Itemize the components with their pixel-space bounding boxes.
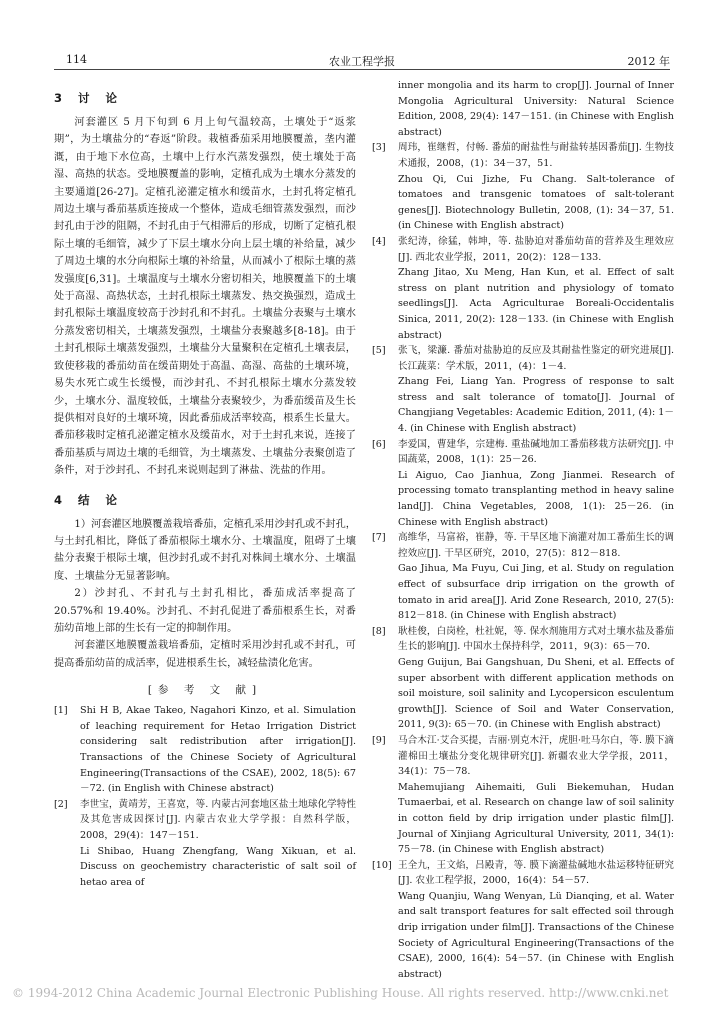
reference-item	[372, 140, 674, 234]
publication-year: 2012 年	[627, 55, 670, 68]
reference-english: Shi H B, Akae Takeo, Nagahori Kinzo, et al. Simulation of leaching requirement for Hetao Irrigation District considering salt redistribution after irrigation[J]. Transactions of the Chinese Society of Agricultural Engineering(Transactions of the CSAE), 2002, 18(5): 67－72. (in English with Chinese abstract)	[80, 705, 356, 795]
reference-chinese: 李世宝，黄靖芳，王喜宽，等. 内蒙古河套地区盐土地球化学特性及其危害成因探讨[J]. 内蒙古农业大学学报：自然科学版，2008，29(4)：147－151.	[80, 798, 356, 841]
reference-number: [8]	[372, 625, 386, 637]
reference-number: [4]	[372, 235, 386, 247]
reference-number: [7]	[372, 532, 386, 544]
reference-number: [10]	[372, 859, 392, 871]
reference-item	[372, 624, 674, 733]
reference-english: Zhou Qi, Cui Jizhe, Fu Chang. Salt-tolerance of tomatoes and transgenic tomatoes of salt-tolerant genes[J]. Biotechnology Bulletin, 2008, (1): 34－37, 51. (in Chinese with English abstract)	[398, 173, 674, 232]
right-column	[372, 78, 674, 982]
reference-number: [6]	[372, 438, 386, 450]
reference-item	[372, 343, 674, 437]
reference-item	[54, 703, 356, 797]
reference-number: [1]	[54, 705, 68, 717]
reference-number: [9]	[372, 734, 386, 746]
header-rule	[54, 69, 670, 70]
reference-number: [5]	[372, 345, 386, 357]
reference-item	[372, 530, 674, 624]
reference-chinese: 高维华，马富裕，崔静，等. 干旱区地下滴灌对加工番茄生长的调控效应[J]. 干旱区研究，2010，27(5)：812－818.	[398, 532, 674, 559]
reference-item	[54, 797, 356, 891]
reference-english: Mahemujiang Aihemaiti, Guli Biekemuhan, Hudan Tumaerbai, et al. Research on change law of soil salinity in cotton field by drip irrigation under plastic film[J]. Journal of Xinjiang Agricultural University, 2011, 34(1): 75－78. (in Chinese with English abstract)	[398, 781, 674, 856]
reference-english: Wang Quanjiu, Wang Wenyan, Lü Dianqing, et al. Water and salt transport features for salt effected soil through drip irrigation under film[J]. Transactions of the Chinese Society of Agricultural Engineering(Transactions of the CSAE), 2000, 16(4): 54－57. (in Chinese with English abstract)	[398, 890, 674, 980]
reference-english: Zhang Fei, Liang Yan. Progress of response to salt stress and salt tolerance of tomato[J]. Journal of Changjiang Vegetables: Academic Edition, 2011, (4): 1－4. (in Chinese with English abstract)	[398, 376, 674, 435]
reference-number: [3]	[372, 142, 386, 154]
reference-item	[372, 858, 674, 983]
reference-chinese: 周玮，崔继哲，付畅. 番茄的耐盐性与耐盐转基因番茄[J]. 生物技术通报，2008，(1)：34－37，51.	[398, 142, 674, 169]
page-number: 114	[66, 53, 87, 66]
reference-chinese: 张飞，梁濂. 番茄对盐胁迫的反应及其耐盐性鉴定的研究进展[J]. 长江蔬菜：学术版，2011，(4)：1－4.	[398, 345, 674, 372]
conclusion-item-1: 1）河套灌区地膜覆盖栽培番茄，定植孔采用沙封孔或不封孔，与土封孔相比，降低了番茄根际土壤水分、土壤温度，阻碍了土壤盐分表聚于根际土壤，但沙封孔或不封孔对株间土壤水分、土壤温度、土壤盐分无显著影响。	[54, 518, 356, 582]
conclusion-summary: 河套灌区地膜覆盖栽培番茄，定植时采用沙封孔或不封孔，可提高番茄幼苗的成活率，促进根系生长，减轻盐渍化危害。	[54, 640, 356, 669]
reference-item	[372, 234, 674, 343]
reference-chinese: 李爱国，曹建华，宗建梅. 重盐碱地加工番茄移栽方法研究[J]. 中国蔬菜，2008，1(1)：25－26.	[398, 438, 674, 466]
reference-item	[372, 733, 674, 858]
reference-chinese: 张纪涛，徐猛，韩坤，等. 盐胁迫对番茄幼苗的营养及生理效应[J]. 西北农业学报，2011，20(2)：128－133.	[398, 235, 674, 263]
discussion-paragraph: 河套灌区 5 月下旬到 6 月上旬气温较高，土壤处于“返浆期”，为土壤盐分的“春返”阶段。栽植番茄采用地膜覆盖，垄内灌溉，由于地下水位高，土壤中上行水汽蒸发强烈，使土壤处于高湿、高热的状态。受地膜覆盖的影响，定植孔成为土壤水分蒸发的主要通道[26-27]。定植孔泌灌定植水和缓苗水，土封孔将定植孔周边土壤与番茄基质连接成一个整体，造成毛细管蒸发强烈，而沙封孔由于沙的阻隔，不封孔由于气相滞后的形成，切断了定植孔根际土壤的毛细管，减少了下层土壤水分向上层土壤的补给量，减少了周边土壤的水分向根际土壤的补给量，从而减小了根际土壤的蒸发强度[6,31]。土壤温度与土壤水分密切相关，地膜覆盖下的土壤处于高湿、高热状态，土封孔根际土壤蒸发、热交换强烈，造成土封孔根际土壤温度较高于沙封孔和不封孔。土壤盐分表聚与土壤水分蒸发密切相关，土壤蒸发强烈，土壤盐分表聚越多[8-18]。由于土封孔根际土壤蒸发强烈，土壤盐分大量聚积在定植孔土壤表层，致使移栽的番茄幼苗在缓苗期处于高温、高湿、高盐的土壤环境，易失水死亡或生长缓慢，而沙封孔、不封孔根际土壤水分蒸发较少，土壤水分、温度较低，土壤盐分表聚较少，为番茄缓苗及生长提供相对良好的土壤环境，因此番茄成活率较高，根系生长量大。番茄移栽时定植孔泌灌定植水及缓苗水，对于土封孔来说，连接了番茄基质与周边土壤的毛细管，为土壤蒸发、土壤盐分表聚创造了条件，对于沙封孔、不封孔来说则起到了淋盐、洗盐的作用。	[54, 117, 356, 477]
journal-title: 农业工程学报	[329, 55, 395, 68]
reference-english: Li Shibao, Huang Zhengfang, Wang Xikuan, et al. Discuss on geochemistry characteristic of salt soil of hetao area of	[80, 845, 356, 888]
reference-english: Zhang Jitao, Xu Meng, Han Kun, et al. Effect of salt stress on plant nutrition and physiology of tomato seedlings[J]. Acta Agriculturae Boreali-Occidentalis Sinica, 2011, 20(2): 128－133. (in Chinese with English abstract)	[398, 267, 674, 341]
reference-number: [2]	[54, 798, 68, 810]
reference-english: Geng Guijun, Bai Gangshuan, Du Sheni, et al. Effects of super absorbent with different application methods on soil moisture, soil salinity and Lycopersicon esculentum growth[J]. Science of Soil and Water Conservation, 2011, 9(3): 65－70. (in Chinese with English abstract)	[398, 656, 674, 731]
reference-item	[372, 437, 674, 531]
conclusion-item-2: 2）沙封孔、不封孔与土封孔相比，番茄成活率提高了 20.57%和 19.40%。沙封孔、不封孔促进了番茄根系生长，对番茄幼苗地上部的生长有一定的抑制作用。	[54, 588, 356, 634]
reference-english: Li Aiguo, Cao Jianhua, Zong Jianmei. Research of processing tomato transplanting method in heavy saline land[J]. China Vegetables, 2008, 1(1): 25－26. (in Chinese with English abstract)	[398, 469, 674, 528]
section-3-heading: 3 讨 论	[54, 91, 124, 105]
references-heading: [参 考 文 献]	[147, 684, 263, 697]
copyright-footer: © 1994-2012 China Academic Journal Electronic Publishing House. All rights reserved. http://www.cnki.net	[12, 986, 669, 1000]
section-4-heading: 4 结 论	[54, 492, 124, 507]
reference-chinese: 耿桂俊，白岗栓，杜社妮，等. 保水剂施用方式对土壤水盐及番茄生长的影响[J]. 中国水土保持科学，2011，9(3)：65－70.	[398, 625, 674, 653]
reference-continuation: inner mongolia and its harm to crop[J]. Journal of Inner Mongolia Agricultural University: Natural Science Edition, 2008, 29(4): 147－151. (in Chinese with English abstract)	[398, 80, 674, 138]
left-column	[54, 78, 356, 890]
reference-chinese: 马合木江·艾合买提，吉丽·别克木汗，虎胆·吐马尔白，等. 膜下滴灌棉田土壤盐分变化规律研究[J]. 新疆农业大学学报，2011，34(1)：75－78.	[398, 734, 674, 778]
page-header	[54, 50, 670, 68]
reference-chinese: 王全九，王文焰，吕殿青，等. 膜下滴灌盐碱地水盐运移特征研究[J]. 农业工程学报，2000，16(4)：54－57.	[398, 859, 674, 887]
reference-english: Gao Jihua, Ma Fuyu, Cui Jing, et al. Study on regulation effect of subsurface drip irrigation on the growth of tomato in arid area[J]. Arid Zone Research, 2010, 27(5): 812－818. (in Chinese with English abstract)	[398, 563, 674, 622]
